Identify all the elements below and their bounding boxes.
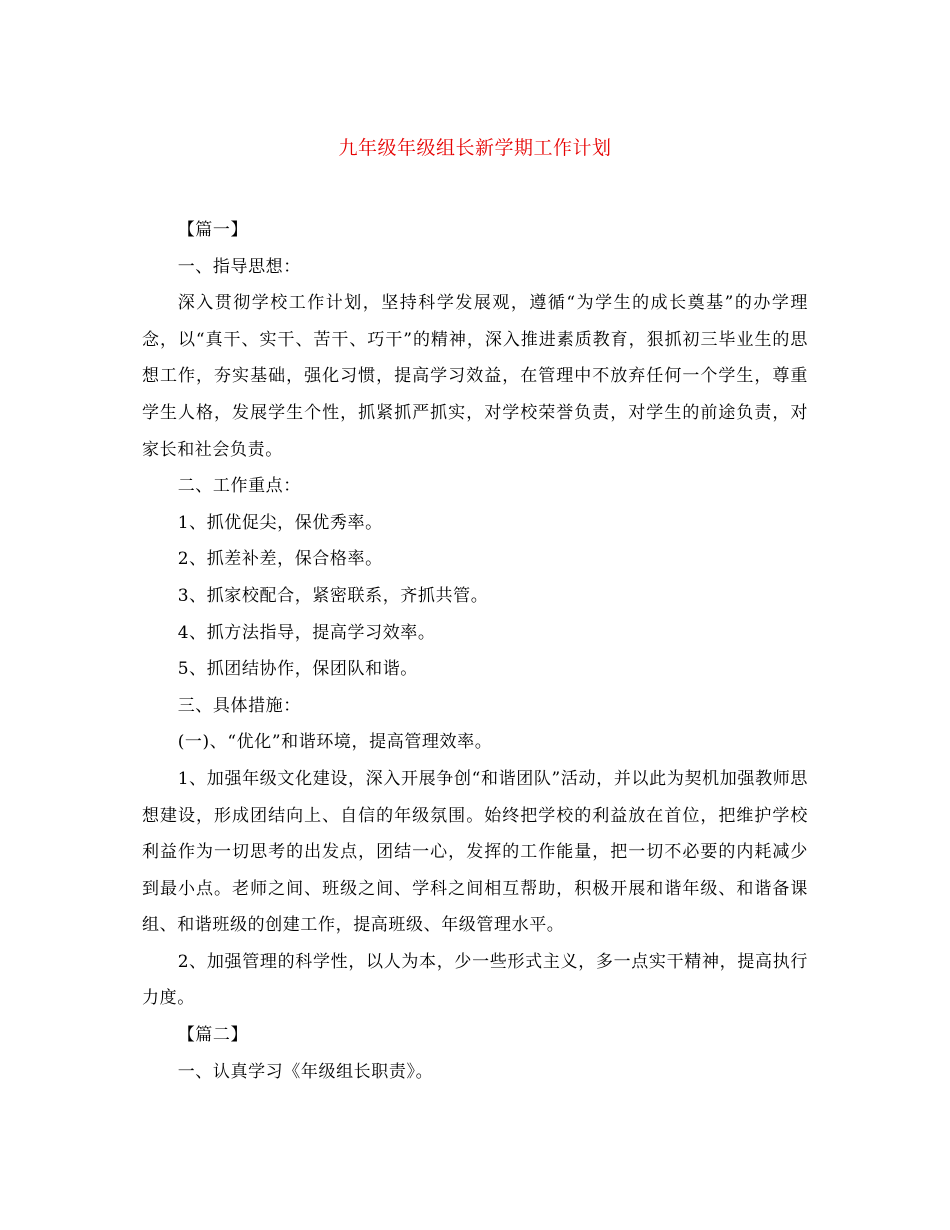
list-item-focus-4: 4、抓方法指导，提高学习效率。 [177, 622, 436, 643]
heading-work-focus: 二、工作重点： [177, 476, 301, 497]
list-item-focus-1: 1、抓优促尖，保优秀率。 [177, 512, 383, 533]
section-heading-part-two: 【篇二】 [177, 1025, 249, 1046]
document-body [142, 212, 808, 1090]
section-heading-part-one: 【篇一】 [177, 220, 249, 240]
document-title: 九年级年级组长新学期工作计划 [338, 137, 612, 159]
list-item-focus-2: 2、抓差补差，保合格率。 [177, 549, 383, 570]
list-item-focus-3: 3、抓家校配合，紧密联系，齐抓共管。 [177, 585, 489, 606]
paragraph-measure-2: 2、加强管理的科学性，以人为本，少一些形式主义，多一点实干精神，提高执行力度。 [142, 951, 808, 1009]
paragraph-measure-1: 1、加强年级文化建设，深入开展争创“和谐团队”活动，并以此为契机加强教师思想建设，形成团结向上、自信的年级氛围。始终把学校的利益放在首位，把维护学校利益作为一切思考的出发点，团结一心，发挥的工作能量，把一切不必要的内耗减少到最小点。老师之间、班级之间、学科之间相互帮助，积极开展和谐年级、和谐备课组、和谐班级的创建工作，提高班级、年级管理水平。 [142, 768, 808, 936]
heading-guiding-ideology: 一、指导思想： [177, 256, 301, 277]
paragraph-study-duties: 一、认真学习《年级组长职责》。 [177, 1061, 434, 1082]
subheading-optimize-environment: (一)、“优化”和谐环境，提高管理效率。 [177, 732, 493, 753]
paragraph-guiding-ideology: 深入贯彻学校工作计划，坚持科学发展观，遵循“为学生的成长奠基”的办学理念，以“真干、实干、苦干、巧干”的精神，深入推进素质教育，狠抓初三毕业生的思想工作，夯实基础，强化习惯，提高学习效益，在管理中不放弃任何一个学生，尊重学生人格，发展学生个性，抓紧抓严抓实，对学校荣誉负责，对学生的前途负责，对家长和社会负责。 [142, 293, 808, 460]
heading-specific-measures: 三、具体措施： [177, 695, 301, 716]
list-item-focus-5: 5、抓团结协作，保团队和谐。 [177, 659, 418, 680]
